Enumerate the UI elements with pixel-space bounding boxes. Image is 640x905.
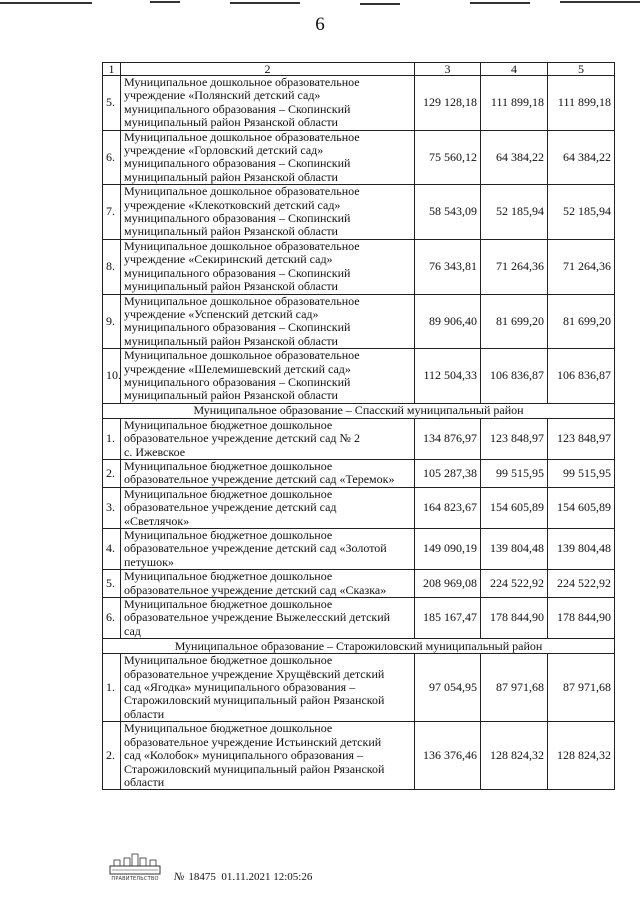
institution-name-line: муниципального образования – Скопинский — [124, 265, 351, 280]
amount-cell-v3: 136 376,46 — [415, 722, 481, 790]
document-footer — [106, 852, 526, 888]
institution-name — [121, 570, 415, 598]
institution-name-line: Муниципальное бюджетное дошкольное — [124, 597, 333, 612]
institution-name-line: Старожиловский муниципальный район Рязанской — [124, 761, 385, 776]
institution-name-line: Муниципальное бюджетное дошкольное — [124, 458, 333, 473]
row-number: 7. — [103, 185, 121, 240]
institution-name — [121, 598, 415, 639]
registration-line — [174, 871, 312, 883]
institution-name-line: образовательное учреждение детский сад «Теремок» — [124, 472, 395, 487]
institution-name-line: «Светлячок» — [124, 513, 190, 528]
institution-name-line: муниципального образования – Скопинский — [124, 374, 351, 389]
amount-cell-v4: 52 185,94 — [481, 185, 548, 240]
column-header: 5 — [548, 63, 615, 76]
institution-name-line: муниципальный район Рязанской области — [124, 224, 338, 239]
row-number: 5. — [103, 76, 121, 131]
institution-name-line: петушок» — [124, 554, 174, 569]
table-row — [103, 598, 615, 639]
institution-name-line: Муниципальное бюджетное дошкольное — [124, 569, 333, 584]
institution-name — [121, 76, 415, 131]
amount-cell-v4: 81 699,20 — [481, 294, 548, 349]
row-number: 2. — [103, 722, 121, 790]
institution-name — [121, 185, 415, 240]
institution-name-line: учреждение «Клекотковский детский сад» — [124, 197, 341, 212]
amount-cell-v3: 164 823,67 — [415, 487, 481, 528]
institution-name — [121, 722, 415, 790]
row-number: 10. — [103, 349, 121, 404]
table-row — [103, 459, 615, 487]
institution-name-line: области — [124, 774, 165, 789]
amount-cell-v4: 106 836,87 — [481, 349, 548, 404]
institution-name-line: муниципального образования – Скопинский — [124, 156, 351, 171]
amount-cell-v5: 99 515,95 — [548, 459, 615, 487]
institution-name — [121, 349, 415, 404]
amount-cell-v3: 134 876,97 — [415, 418, 481, 459]
amount-cell-v5: 154 605,89 — [548, 487, 615, 528]
amount-cell-v5: 52 185,94 — [548, 185, 615, 240]
institution-name — [121, 487, 415, 528]
amount-cell-v3: 58 543,09 — [415, 185, 481, 240]
institution-name-line: сад — [124, 623, 141, 638]
institution-name-line: муниципальный район Рязанской области — [124, 388, 338, 403]
column-header: 1 — [103, 63, 121, 76]
amount-cell-v4: 71 264,36 — [481, 239, 548, 294]
institution-name-line: муниципальный район Рязанской области — [124, 169, 338, 184]
institution-name-line: Муниципальное дошкольное образовательное — [124, 348, 360, 363]
amount-cell-v4: 123 848,97 — [481, 418, 548, 459]
institution-name-line: образовательное учреждение детский сад «Золотой — [124, 541, 387, 556]
institution-name-line: Муниципальное дошкольное образовательное — [124, 75, 360, 89]
amount-cell-v3: 97 054,95 — [415, 654, 481, 722]
amount-cell-v4: 87 971,68 — [481, 654, 548, 722]
institution-name — [121, 130, 415, 185]
table-row — [103, 722, 615, 790]
table-row — [103, 294, 615, 349]
institution-name-line: образовательное учреждение детский сад № 2 — [124, 431, 360, 446]
institution-name-line: Старожиловский муниципальный район Рязанской — [124, 693, 385, 708]
section-header-row — [103, 403, 615, 418]
amount-cell-v4: 128 824,32 — [481, 722, 548, 790]
institution-name-line: учреждение «Шелемишевский детский сад» — [124, 361, 351, 376]
amount-cell-v3: 129 128,18 — [415, 76, 481, 131]
scan-artifact-line — [0, 0, 640, 6]
row-number: 8. — [103, 239, 121, 294]
amount-cell-v3: 112 504,33 — [415, 349, 481, 404]
amount-cell-v5: 87 971,68 — [548, 654, 615, 722]
amount-cell-v3: 76 343,81 — [415, 239, 481, 294]
institution-name-line: Муниципальное дошкольное образовательное — [124, 184, 360, 199]
institution-name — [121, 418, 415, 459]
amount-cell-v4: 154 605,89 — [481, 487, 548, 528]
row-number: 1. — [103, 654, 121, 722]
section-header-row — [103, 639, 615, 654]
institution-name-line: Муниципальное дошкольное образовательное — [124, 238, 360, 253]
institution-name-line: Муниципальное дошкольное образовательное — [124, 129, 360, 144]
stamp-caption: ПРАВИТЕЛЬСТВО — [111, 876, 159, 882]
row-number: 6. — [103, 130, 121, 185]
amount-cell-v5: 123 848,97 — [548, 418, 615, 459]
institution-name-line: учреждение «Горловский детский сад» — [124, 143, 324, 158]
institution-name-line: образовательное учреждение Истьинский детский — [124, 734, 382, 749]
section-title: Муниципальное образование – Старожиловский муниципальный район — [103, 639, 615, 654]
row-number: 6. — [103, 598, 121, 639]
institution-name-line: учреждение «Полянский детский сад» — [124, 88, 321, 103]
amount-cell-v4: 224 522,92 — [481, 570, 548, 598]
amount-cell-v5: 178 844,90 — [548, 598, 615, 639]
table-row — [103, 349, 615, 404]
table-row — [103, 76, 615, 131]
amount-cell-v5: 139 804,48 — [548, 529, 615, 570]
institution-name — [121, 529, 415, 570]
amount-cell-v3: 208 969,08 — [415, 570, 481, 598]
amount-cell-v5: 224 522,92 — [548, 570, 615, 598]
page-number: 6 — [315, 14, 325, 35]
row-number: 2. — [103, 459, 121, 487]
row-number: 5. — [103, 570, 121, 598]
registration-datetime: 01.11.2021 12:05:26 — [221, 871, 313, 883]
institution-name-line: муниципального образования – Скопинский — [124, 320, 351, 335]
table-row — [103, 487, 615, 528]
institution-name-line: муниципального образования – Скопинский — [124, 211, 351, 226]
number-mark: № — [174, 871, 185, 883]
institution-name-line: образовательное учреждение детский сад «Сказка» — [124, 582, 387, 597]
amount-cell-v3: 89 906,40 — [415, 294, 481, 349]
amount-cell-v4: 178 844,90 — [481, 598, 548, 639]
government-emblem-stamp — [106, 852, 164, 876]
table-row — [103, 239, 615, 294]
column-header: 4 — [481, 63, 548, 76]
institution-name-line: учреждение «Секиринский детский сад» — [124, 252, 333, 267]
institution-name-line: Муниципальное бюджетное дошкольное — [124, 653, 333, 668]
amount-cell-v5: 71 264,36 — [548, 239, 615, 294]
institution-name-line: сад «Ягодка» муниципального образования – — [124, 680, 356, 695]
amount-cell-v3: 149 090,19 — [415, 529, 481, 570]
table-row — [103, 130, 615, 185]
institution-name-line: Муниципальное бюджетное дошкольное — [124, 417, 333, 432]
amount-cell-v4: 99 515,95 — [481, 459, 548, 487]
amount-cell-v5: 128 824,32 — [548, 722, 615, 790]
institution-name — [121, 294, 415, 349]
institution-name-line: Муниципальное бюджетное дошкольное — [124, 486, 333, 501]
row-number: 1. — [103, 418, 121, 459]
institution-name-line: образовательное учреждение детский сад — [124, 500, 337, 515]
column-header: 2 — [121, 63, 415, 76]
table-row — [103, 654, 615, 722]
amount-cell-v4: 64 384,22 — [481, 130, 548, 185]
section-title: Муниципальное образование – Спасский муниципальный район — [103, 403, 615, 418]
column-header: 3 — [415, 63, 481, 76]
institution-name-line: Муниципальное бюджетное дошкольное — [124, 721, 333, 736]
amount-cell-v5: 111 899,18 — [548, 76, 615, 131]
institution-name-line: сад «Колобок» муниципального образования – — [124, 748, 364, 763]
amount-cell-v4: 111 899,18 — [481, 76, 548, 131]
institution-name-line: области — [124, 706, 165, 721]
table-header-row — [103, 63, 615, 76]
institution-name-line: образовательное учреждение Выжелесский детский — [124, 610, 391, 625]
institution-name-line: муниципальный район Рязанской области — [124, 333, 338, 348]
amount-cell-v3: 75 560,12 — [415, 130, 481, 185]
row-number: 4. — [103, 529, 121, 570]
institution-name-line: муниципальный район Рязанской области — [124, 115, 338, 130]
table-row — [103, 418, 615, 459]
institution-name — [121, 654, 415, 722]
institution-name-line: Муниципальное дошкольное образовательное — [124, 293, 360, 308]
institution-name-line: Муниципальное бюджетное дошкольное — [124, 528, 333, 542]
row-number: 9. — [103, 294, 121, 349]
amount-cell-v4: 139 804,48 — [481, 529, 548, 570]
document-number: 18475 — [188, 871, 216, 883]
institution-name — [121, 239, 415, 294]
institution-name-line: с. Ижевское — [124, 444, 186, 459]
institution-name-line: учреждение «Успенский детский сад» — [124, 306, 319, 321]
institution-name-line: образовательное учреждение Хрущёвский детский — [124, 666, 385, 681]
table-row — [103, 529, 615, 570]
institution-name — [121, 459, 415, 487]
amount-cell-v3: 185 167,47 — [415, 598, 481, 639]
row-number: 3. — [103, 487, 121, 528]
amount-cell-v3: 105 287,38 — [415, 459, 481, 487]
institution-name-line: муниципальный район Рязанской области — [124, 279, 338, 294]
amount-cell-v5: 81 699,20 — [548, 294, 615, 349]
allocation-table — [102, 62, 615, 790]
amount-cell-v5: 64 384,22 — [548, 130, 615, 185]
table-row — [103, 185, 615, 240]
table-row — [103, 570, 615, 598]
amount-cell-v5: 106 836,87 — [548, 349, 615, 404]
institution-name-line: муниципального образования – Скопинский — [124, 101, 351, 116]
